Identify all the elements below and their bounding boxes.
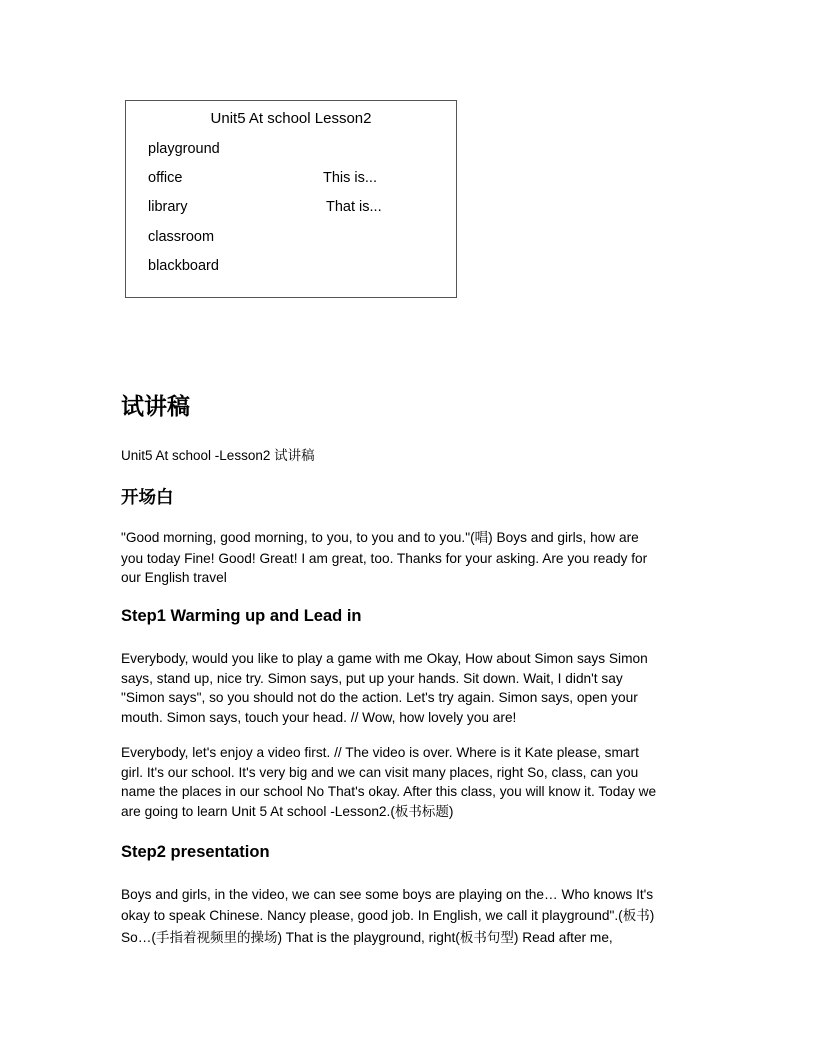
- step1-line: Everybody, let's enjoy a video first. // The video is over. Where is it Kate please, smart: [121, 745, 639, 760]
- step1-line: mouth. Simon says, touch your head. // Wow, how lovely you are!: [121, 709, 517, 725]
- document-subtitle: [121, 444, 315, 464]
- subtitle-en: Unit5 At school -Lesson2: [121, 448, 275, 463]
- board-word-blackboard: blackboard: [148, 258, 219, 274]
- board-word-library: library: [148, 199, 188, 215]
- step1-heading: Step1 Warming up and Lead in: [121, 607, 362, 625]
- step2-line: okay to speak Chinese. Nancy please, good job. In English, we call it playground".(板书): [121, 908, 655, 924]
- step1-line: Everybody, would you like to play a game with me Okay, How about Simon says Simon: [121, 651, 648, 666]
- step1-paragraph-1: [121, 649, 699, 727]
- board-sentence-this: This is...: [323, 170, 377, 186]
- opening-line: our English travel: [121, 570, 227, 586]
- step2-heading: Step2 presentation: [121, 843, 270, 861]
- step1-line: name the places in our school No That's okay. After this class, you will know it. Today we: [121, 784, 657, 800]
- opening-heading: 开场白: [121, 488, 174, 508]
- step2-line: Boys and girls, in the video, we can see some boys are playing on the… Who knows It's: [121, 887, 654, 902]
- subtitle-cn: 试讲稿: [274, 448, 315, 464]
- step1-line: are going to learn Unit 5 At school -Lesson2.(板书标题): [121, 803, 454, 820]
- step1-paragraph-2: [121, 743, 699, 822]
- step1-line: girl. It's our school. It's very big and we can visit many places, right So, class, can you: [121, 764, 639, 780]
- step1-line: "Simon says", so you should not do the action. Let's try again. Simon says, open your: [121, 690, 638, 706]
- board-word-playground: playground: [148, 141, 220, 157]
- opening-line: you today Fine! Good! Great! I am great, too. Thanks for your asking. Are you ready for: [121, 550, 648, 566]
- step2-line: So…(手指着视频里的操场) That is the playground, right(板书句型) Read after me,: [121, 930, 613, 946]
- opening-paragraph: [121, 528, 699, 588]
- board-sentence-that: That is...: [326, 199, 382, 215]
- board-title: Unit5 At school Lesson2: [210, 110, 372, 127]
- step1-line: says, stand up, nice try. Simon says, put up your hands. Sit down. Wait, I didn't say: [121, 670, 623, 686]
- board-word-classroom: classroom: [148, 229, 215, 245]
- step2-paragraph: [121, 884, 699, 949]
- board-word-office: office: [148, 170, 183, 186]
- opening-line: "Good morning, good morning, to you, to you and to you."(唱) Boys and girls, how are: [121, 530, 639, 546]
- blackboard-design-box: [125, 100, 457, 298]
- page-title: 试讲稿: [121, 394, 190, 420]
